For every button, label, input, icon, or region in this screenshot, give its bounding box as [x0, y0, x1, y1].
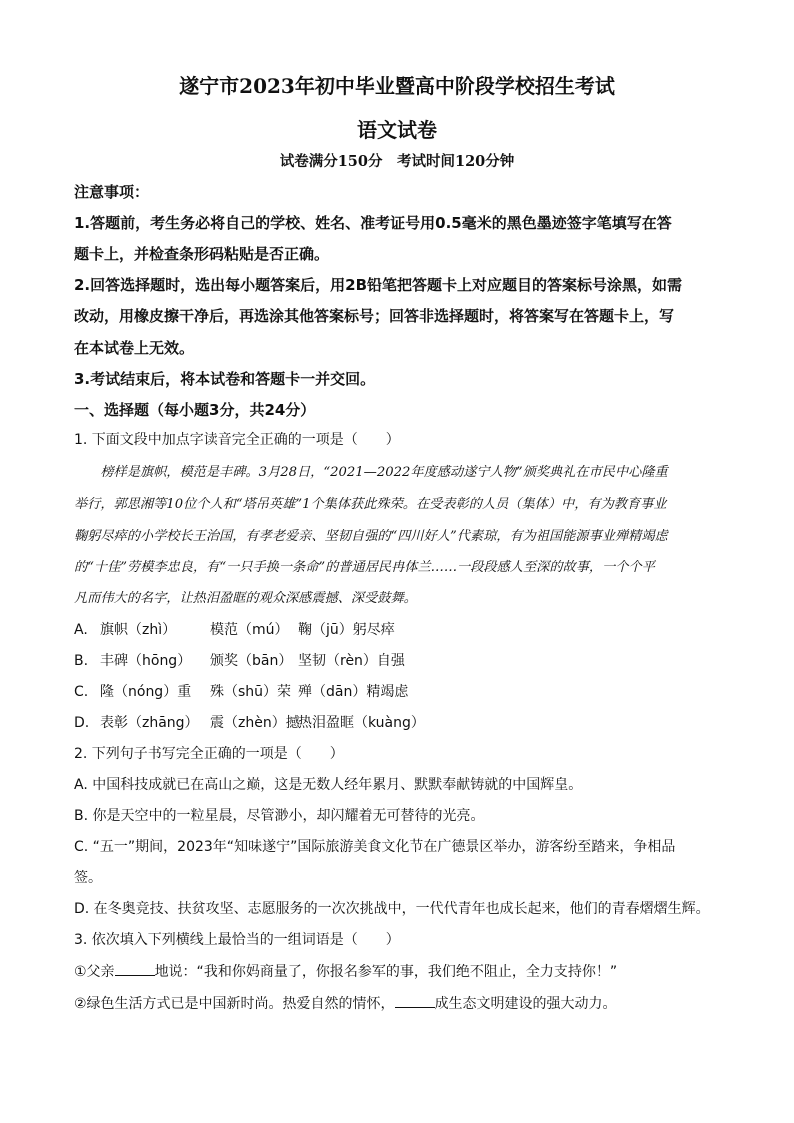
option-item: 丰碑（hōng） — [100, 653, 192, 669]
notes-line: 2.回答选择题时，选出每小题答案后，用2B铅笔把答题卡上对应题目的答案标号涂黑，如需 — [74, 276, 683, 294]
option-item: 隆（nóng）重 — [100, 684, 192, 700]
q1-passage-line: 鞠躬尽瘁的小学校长王治国，有孝老爱亲、坚韧自强的“四川好人”代素琼，有为祖国能源事业殚精竭虑 — [74, 529, 668, 544]
notes-line: 3.考试结束后，将本试卷和答题卡一并交回。 — [74, 370, 376, 388]
notes-line: 改动，用橡皮擦干净后，再选涂其他答案标号；回答非选择题时，将答案写在答题卡上，写 — [74, 307, 675, 325]
option-item: 鞠（jū）躬尽瘁 — [298, 622, 395, 638]
question-2-stem: 2. 下列句子书写完全正确的一项是（ ） — [74, 746, 344, 762]
notes-heading: 注意事项： — [74, 183, 150, 201]
option-label: A. — [74, 622, 88, 638]
q1-option-a — [74, 620, 395, 640]
option-item: 震（zhèn）撼 — [210, 715, 300, 731]
sentence-text: 地说：“我和你妈商量了，你报名参军的事，我们绝不阻止，全力支持你！” — [154, 964, 618, 980]
option-label: C. — [74, 684, 89, 700]
option-item: 殊（shū）荣 — [210, 684, 292, 700]
notes-line: 题卡上，并检查条形码粘贴是否正确。 — [74, 245, 330, 263]
option-label: B. — [74, 653, 89, 669]
q1-option-d — [74, 713, 425, 733]
q2-option-c: C. “五一”期间，2023年“知味遂宁”国际旅游美食文化节在广德景区举办，游客纷至踏来，争相品 — [74, 839, 676, 855]
section-heading: 一、选择题（每小题3分，共24分） — [74, 401, 316, 419]
question-3-stem: 3. 依次填入下列横线上最恰当的一组词语是（ ） — [74, 932, 400, 948]
q1-passage-line: 凡而伟大的名字，让热泪盈眶的观众深感震撼、深受鼓舞。 — [74, 591, 417, 606]
option-item: 颁奖（bān） — [210, 653, 293, 669]
q2-option-d: D. 在冬奥竞技、扶贫攻坚、志愿服务的一次次挑战中，一代代青年也成长起来，他们的青春熠熠生辉。 — [74, 901, 710, 917]
q2-option-c-cont: 签。 — [74, 870, 102, 886]
option-item: 模范（mú） — [210, 622, 289, 638]
exam-subtitle: 语文试卷 — [357, 118, 437, 142]
option-item: 殚（dān）精竭虑 — [298, 684, 409, 700]
q2-option-b: B. 你是天空中的一粒星晨，尽管渺小，却闪耀着无可替待的光亮。 — [74, 808, 485, 824]
option-item: 坚韧（rèn）自强 — [298, 653, 405, 669]
sentence-text: 成生态文明建设的强大动力。 — [434, 996, 617, 1012]
q2-option-a: A. 中国科技成就已在高山之巅，这是无数人经年累月、默默奉献铸就的中国辉皇。 — [74, 777, 583, 793]
q1-passage-line: 的“十佳”劳模李忠良，有“一只手换一条命”的普通居民冉体兰……一段段感人至深的故事，一个个平 — [74, 560, 655, 575]
q1-passage-line: 举行，郭思湘等10位个人和“塔吊英雄”1个集体获此殊荣。在受表彰的人员（集体）中，有为教育事业 — [74, 497, 667, 512]
exam-title: 遂宁市2023年初中毕业暨高中阶段学校招生考试 — [179, 74, 615, 98]
q3-sentence-1 — [74, 961, 617, 982]
q1-option-c — [74, 682, 408, 702]
question-1-stem: 1. 下面文段中加点字读音完全正确的一项是（ ） — [74, 432, 400, 448]
fill-blank — [395, 993, 435, 1008]
sentence-text: ②绿色生活方式已是中国新时尚。热爱自然的情怀， — [74, 996, 395, 1012]
notes-line: 1.答题前，考生务必将自己的学校、姓名、准考证号用0.5毫米的黑色墨迹签字笔填写在答 — [74, 214, 672, 232]
option-item: 热泪盈眶（kuàng） — [298, 715, 425, 731]
sentence-text: ①父亲 — [74, 964, 115, 980]
q3-sentence-2 — [74, 993, 617, 1014]
q1-passage-line: 榜样是旗帜，模范是丰碑。3月28日，“2021—2022年度感动遂宁人物”颁奖典礼在市民中心隆重 — [74, 465, 668, 480]
notes-line: 在本试卷上无效。 — [74, 339, 195, 357]
option-item: 旗帜（zhì） — [100, 622, 177, 638]
option-item: 表彰（zhāng） — [100, 715, 199, 731]
fill-blank — [115, 961, 155, 976]
exam-meta: 试卷满分150分 考试时间120分钟 — [279, 153, 515, 170]
option-label: D. — [74, 715, 90, 731]
q1-option-b — [74, 651, 405, 671]
